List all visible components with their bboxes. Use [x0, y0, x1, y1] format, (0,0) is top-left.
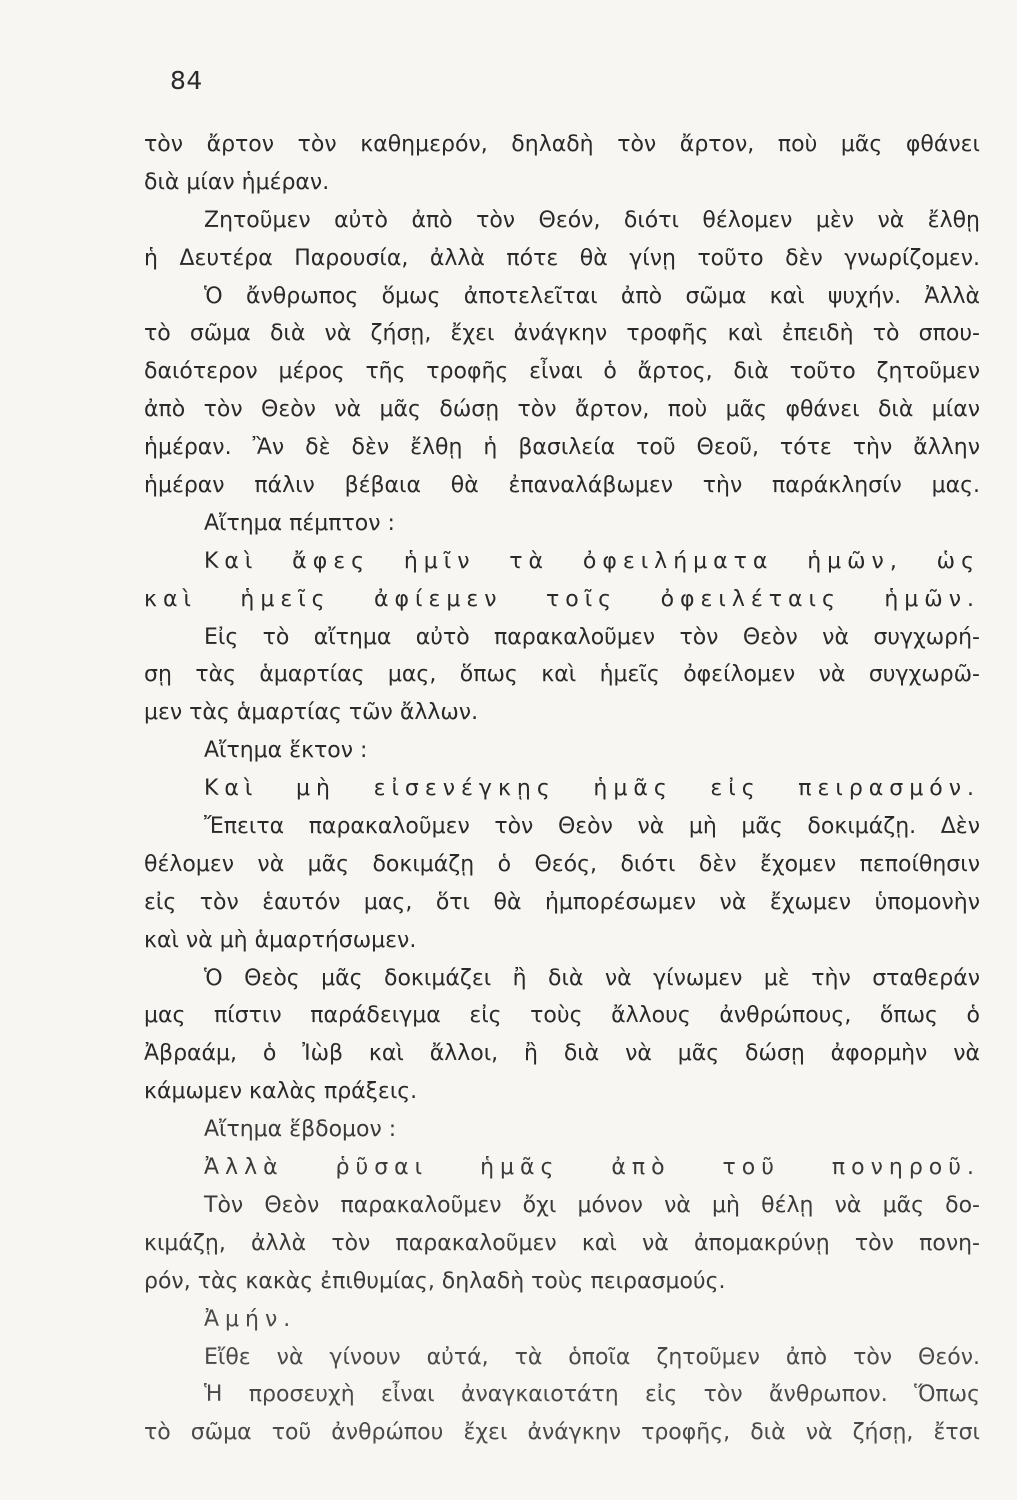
text-line: ἡμέραν πάλιν βέβαια θὰ ἐπαναλάβωμεν τὴν παράκλησίν μας.: [144, 473, 980, 499]
text-line: εἰς τὸν ἑαυτόν μας, ὅτι θὰ ἠμπορέσωμεν νὰ ἔχωμεν ὑπομονὴν: [144, 889, 980, 915]
text-line: τὸν ἄρτον τὸν καθημερόν, δηλαδὴ τὸν ἄρτον, ποὺ μᾶς φθάνει: [144, 132, 980, 157]
text-line: κάμωμεν καλὰς πράξεις.: [144, 1079, 418, 1105]
text-line: τὸ σῶμα διὰ νὰ ζήσῃ, ἔχει ἀνάγκην τροφῆς καὶ ἐπειδὴ τὸ σπου-: [144, 321, 980, 347]
section-heading: Αἴτημα ἕβδομον :: [204, 1117, 397, 1143]
text-line: δαιότερον μέρος τῆς τροφῆς εἶναι ὁ ἄρτος, διὰ τοῦτο ζητοῦμεν: [144, 359, 980, 385]
text-line: καὶ νὰ μὴ ἁμαρτήσωμεν.: [144, 927, 417, 953]
text-line: Εἰς τὸ αἴτημα αὐτὸ παρακαλοῦμεν τὸν Θεὸν νὰ συγχωρή-: [204, 624, 980, 650]
text-line: Ὁ ἄνθρωπος ὅμως ἀποτελεῖται ἀπὸ σῶμα καὶ ψυχήν. Ἀλλὰ: [204, 283, 980, 309]
quoted-petition: Καὶ μὴ εἰσενέγκῃς ἡμᾶς εἰς πειρασμόν.: [204, 776, 980, 802]
text-line: Ἀβραάμ, ὁ Ἰὼβ καὶ ἄλλοι, ἢ διὰ νὰ μᾶς δώσῃ ἀφορμὴν νὰ: [144, 1041, 980, 1067]
text-line: Ὁ Θεὸς μᾶς δοκιμάζει ἢ διὰ νὰ γίνωμεν μὲ τὴν σταθεράν: [204, 965, 980, 991]
page-number: 84: [170, 66, 203, 95]
section-heading: Αἴτημα ἕκτον :: [204, 738, 368, 764]
text-line: Εἴθε νὰ γίνουν αὐτά, τὰ ὁποῖα ζητοῦμεν ἀπὸ τὸν Θεόν.: [204, 1344, 980, 1370]
text-line: ἡμέραν. Ἂν δὲ δὲν ἔλθῃ ἡ βασιλεία τοῦ Θεοῦ, τότε τὴν ἄλλην: [144, 435, 980, 461]
quoted-petition: Ἀλλὰ ῥῦσαι ἡμᾶς ἀπὸ τοῦ πονηροῦ.: [204, 1155, 980, 1181]
text-line: κιμάζῃ, ἀλλὰ τὸν παρακαλοῦμεν καὶ νὰ ἀπομακρύνῃ τὸν πονη-: [144, 1230, 980, 1256]
text-line: θέλομεν νὰ μᾶς δοκιμάζῃ ὁ Θεός, διότι δὲν ἔχομεν πεποίθησιν: [144, 851, 980, 877]
text-line: μας πίστιν παράδειγμα εἰς τοὺς ἄλλους ἀνθρώπους, ὅπως ὁ: [144, 1003, 980, 1029]
quoted-petition: Καὶ ἄφες ἡμῖν τὰ ὀφειλήματα ἡμῶν, ὡς: [204, 548, 980, 574]
text-line: ἀπὸ τὸν Θεὸν νὰ μᾶς δώσῃ τὸν ἄρτον, ποὺ μᾶς φθάνει διὰ μίαν: [144, 397, 980, 423]
text-line: τὸ σῶμα τοῦ ἀνθρώπου ἔχει ἀνάγκην τροφῆς, διὰ νὰ ζήσῃ, ἔτσι: [144, 1420, 980, 1446]
text-line: Τὸν Θεὸν παρακαλοῦμεν ὄχι μόνον νὰ μὴ θέλῃ νὰ μᾶς δο-: [204, 1192, 980, 1218]
section-heading: Αἴτημα πέμπτον :: [204, 510, 395, 536]
text-line: διὰ μίαν ἡμέραν.: [144, 169, 330, 195]
body-text: [144, 126, 980, 1452]
text-line: σῃ τὰς ἁμαρτίας μας, ὅπως καὶ ἡμεῖς ὀφείλομεν νὰ συγχωρῶ-: [144, 662, 980, 688]
text-line: μεν τὰς ἁμαρτίας τῶν ἄλλων.: [144, 700, 479, 726]
text-line: ρόν, τὰς κακὰς ἐπιθυμίας, δηλαδὴ τοὺς πειρασμούς.: [144, 1268, 726, 1294]
quoted-petition: καὶ ἡμεῖς ἀφίεμεν τοῖς ὀφειλέταις ἡμῶν.: [144, 586, 980, 612]
text-line: ἡ Δευτέρα Παρουσία, ἀλλὰ πότε θὰ γίνῃ τοῦτο δὲν γνωρίζομεν.: [144, 245, 980, 271]
text-line: Ἡ προσευχὴ εἶναι ἀναγκαιοτάτη εἰς τὸν ἄνθρωπον. Ὅπως: [204, 1382, 980, 1408]
text-line: Ἔπειτα παρακαλοῦμεν τὸν Θεὸν νὰ μὴ μᾶς δοκιμάζῃ. Δὲν: [204, 814, 980, 840]
text-line: Ζητοῦμεν αὐτὸ ἀπὸ τὸν Θεόν, διότι θέλομεν μὲν νὰ ἔλθῃ: [204, 207, 980, 233]
quoted-amen: Ἀμήν.: [204, 1306, 297, 1332]
